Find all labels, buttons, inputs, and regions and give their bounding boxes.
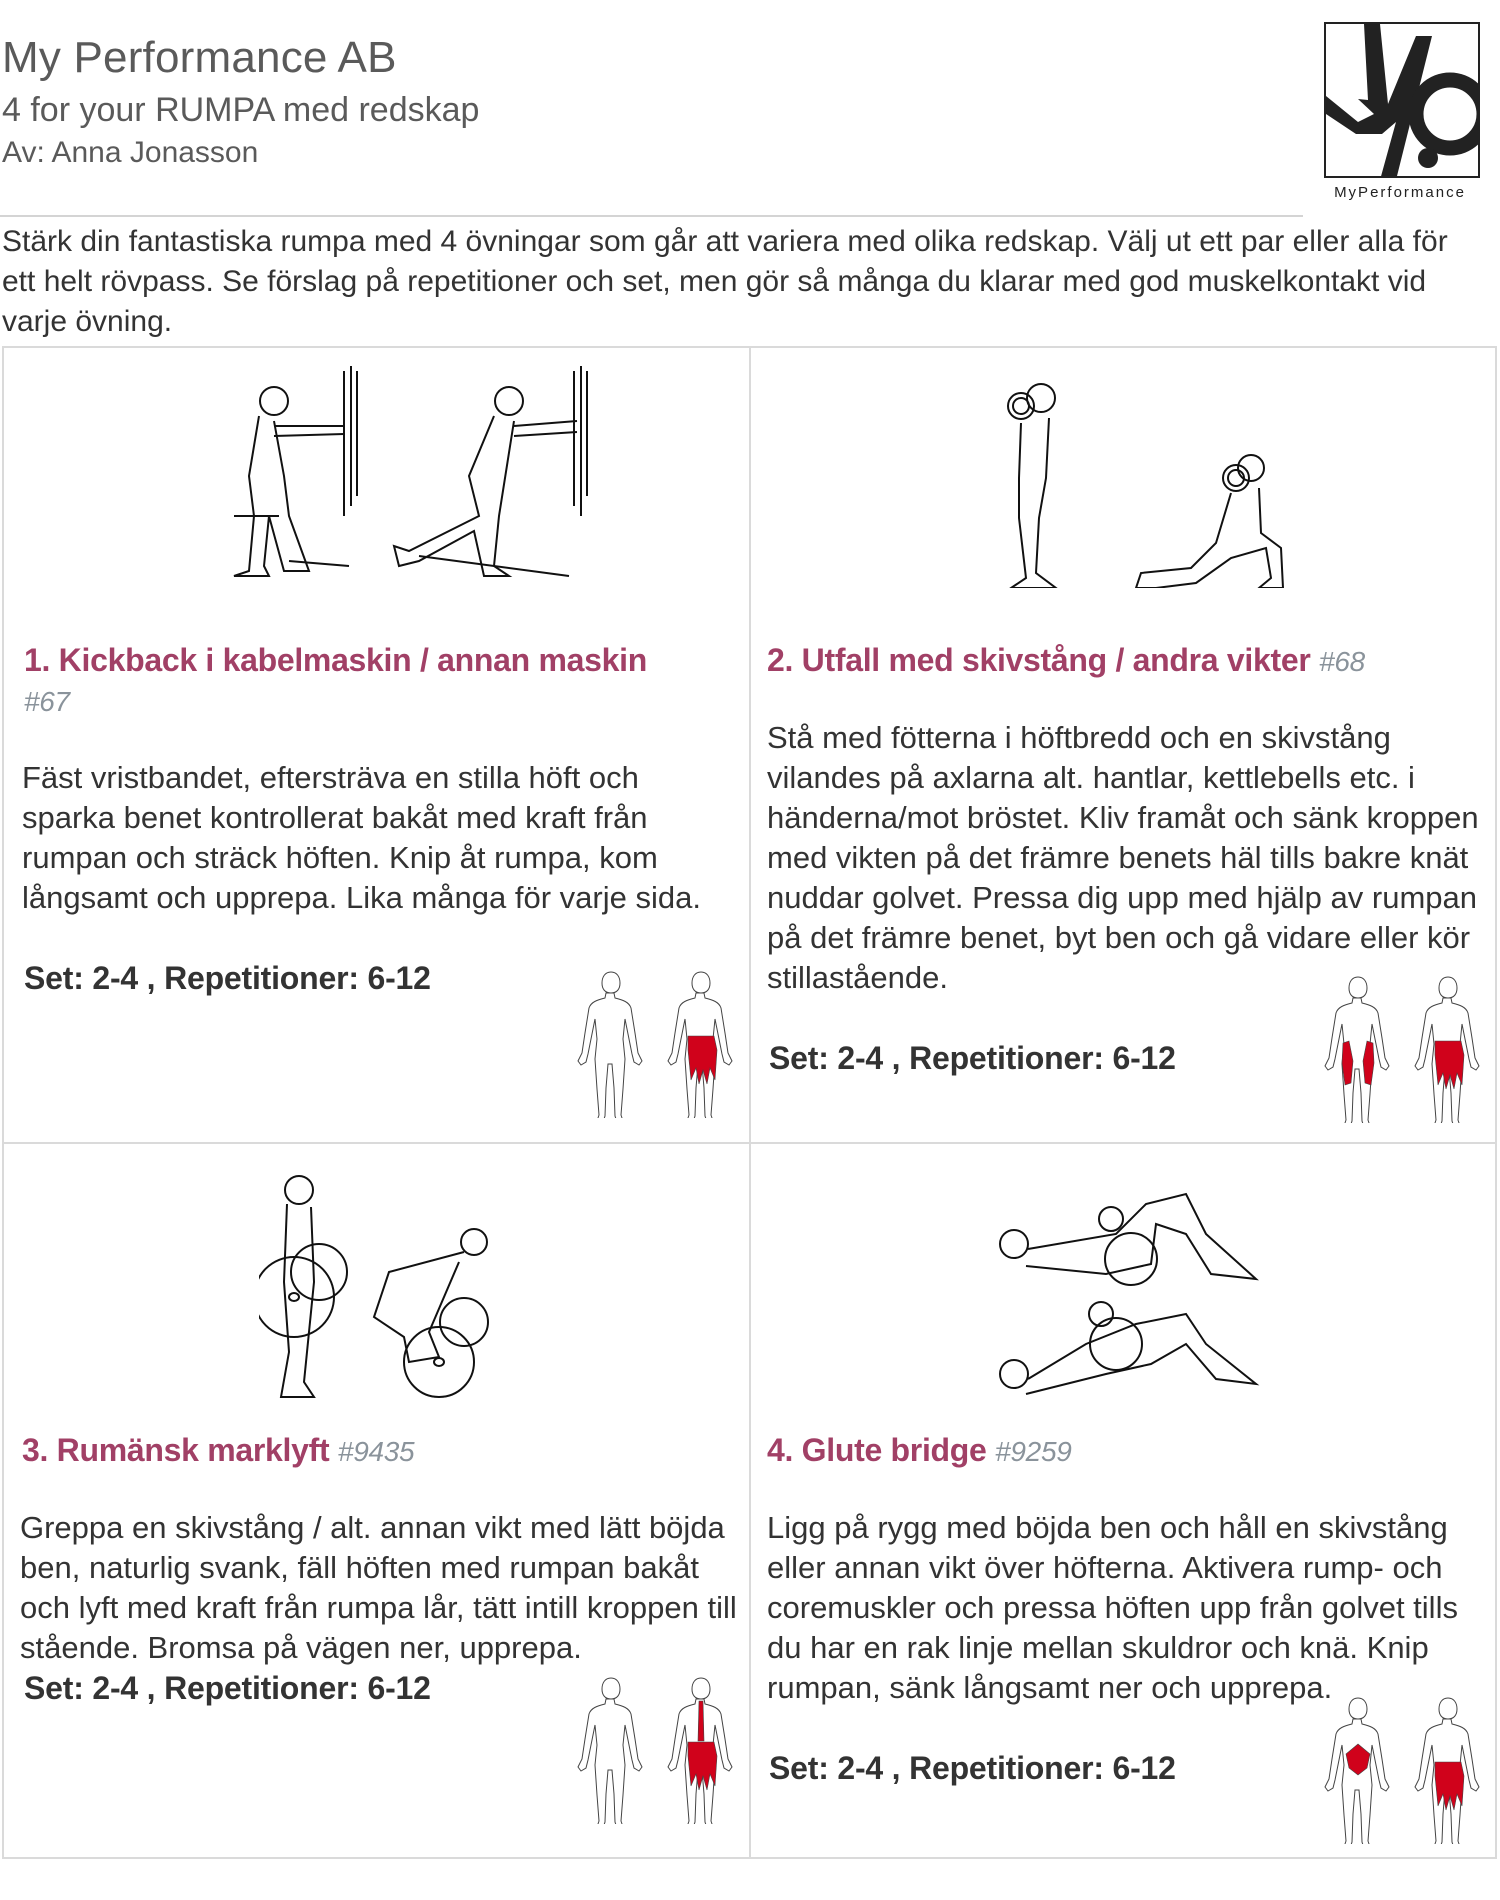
myperformance-logo-icon <box>1324 22 1480 178</box>
muscle-map-glutes-hamstrings-icon <box>572 968 742 1118</box>
sets-reps: Set: 2-4 , Repetitioner: 6-12 <box>24 960 431 996</box>
cable-kickback-illustration-icon <box>229 366 609 581</box>
barbell-lunge-illustration-icon <box>991 378 1291 588</box>
exercise-title: 4. Glute bridge #9259 <box>767 1432 1072 1468</box>
exercise-card <box>751 1144 1497 1857</box>
header-divider <box>0 215 1303 217</box>
author-line: Av: Anna Jonasson <box>2 136 259 169</box>
muscle-map-core-glutes-hamstrings-icon <box>1319 1694 1489 1844</box>
document-header <box>0 0 1500 220</box>
sets-reps: Set: 2-4 , Repetitioner: 6-12 <box>24 1670 431 1706</box>
exercise-description: Stå med fötterna i höftbredd och en skivstång vilandes på axlarna alt. hantlar, kettlebells etc. i händerna/mot bröstet. Kliv framåt och sänk kroppen med vikten på det främre benets häl tills bakre knät nuddar golvet. Pressa dig upp med hjälp av rumpan på det främre benet, byt ben och gå vidare eller kör stillastående. <box>767 720 1479 995</box>
program-title: 4 for your RUMPA med redskap <box>2 91 480 129</box>
exercise-title: 2. Utfall med skivstång / andra vikter #68 <box>767 642 1365 678</box>
muscle-map-lowerback-glutes-hamstrings-icon <box>572 1674 742 1824</box>
logo-caption: MyPerformance <box>1334 184 1466 201</box>
exercise-card <box>751 348 1497 1144</box>
exercise-id: #9435 <box>337 1436 415 1467</box>
exercise-description: Greppa en skivstång / alt. annan vikt med lätt böjda ben, naturlig svank, fäll höften med rumpan bakåt och lyft med kraft från rumpa lår, tätt intill kroppen till stående. Bromsa på vägen ner, upprepa. <box>20 1510 737 1665</box>
exercise-card <box>4 1144 751 1857</box>
intro-text: Stärk din fantastiska rumpa med 4 övningar som går att variera med olika redskap. Välj ut ett par eller alla för ett helt rövpass. Se förslag på repetitioner och set, men gör så många du klarar med god muskelkontakt vid varje övning. <box>2 225 1448 338</box>
exercise-title: 1. Kickback i kabelmaskin / annan maskin #67 <box>24 642 647 717</box>
exercise-id: #9259 <box>995 1436 1072 1467</box>
exercise-id: #67 <box>24 686 70 717</box>
sets-reps: Set: 2-4 , Repetitioner: 6-12 <box>769 1750 1176 1786</box>
exercise-description: Ligg på rygg med böjda ben och håll en skivstång eller annan vikt över höfterna. Aktivera rump- och coremuskler och pressa höften upp från golvet tills du har en rak linje mellan skuldror och knä. Knip rumpan, sänk långsamt ner och upprepa. <box>767 1510 1458 1705</box>
sets-reps: Set: 2-4 , Repetitioner: 6-12 <box>769 1040 1176 1076</box>
glute-bridge-illustration-icon <box>986 1174 1266 1414</box>
exercise-description: Fäst vristbandet, eftersträva en stilla höft och sparka benet kontrollerat bakåt med kraft från rumpan och sträck höften. Knip åt rumpa, kom långsamt och upprepa. Lika många för varje sida. <box>22 760 701 915</box>
brand-name: My Performance AB <box>2 33 397 82</box>
romanian-deadlift-illustration-icon <box>259 1172 499 1412</box>
muscle-map-quads-glutes-hamstrings-icon <box>1319 973 1489 1123</box>
exercise-card <box>4 348 751 1144</box>
exercise-id: #68 <box>1319 646 1365 677</box>
exercise-grid <box>2 346 1497 1859</box>
exercise-title: 3. Rumänsk marklyft #9435 <box>22 1432 415 1468</box>
